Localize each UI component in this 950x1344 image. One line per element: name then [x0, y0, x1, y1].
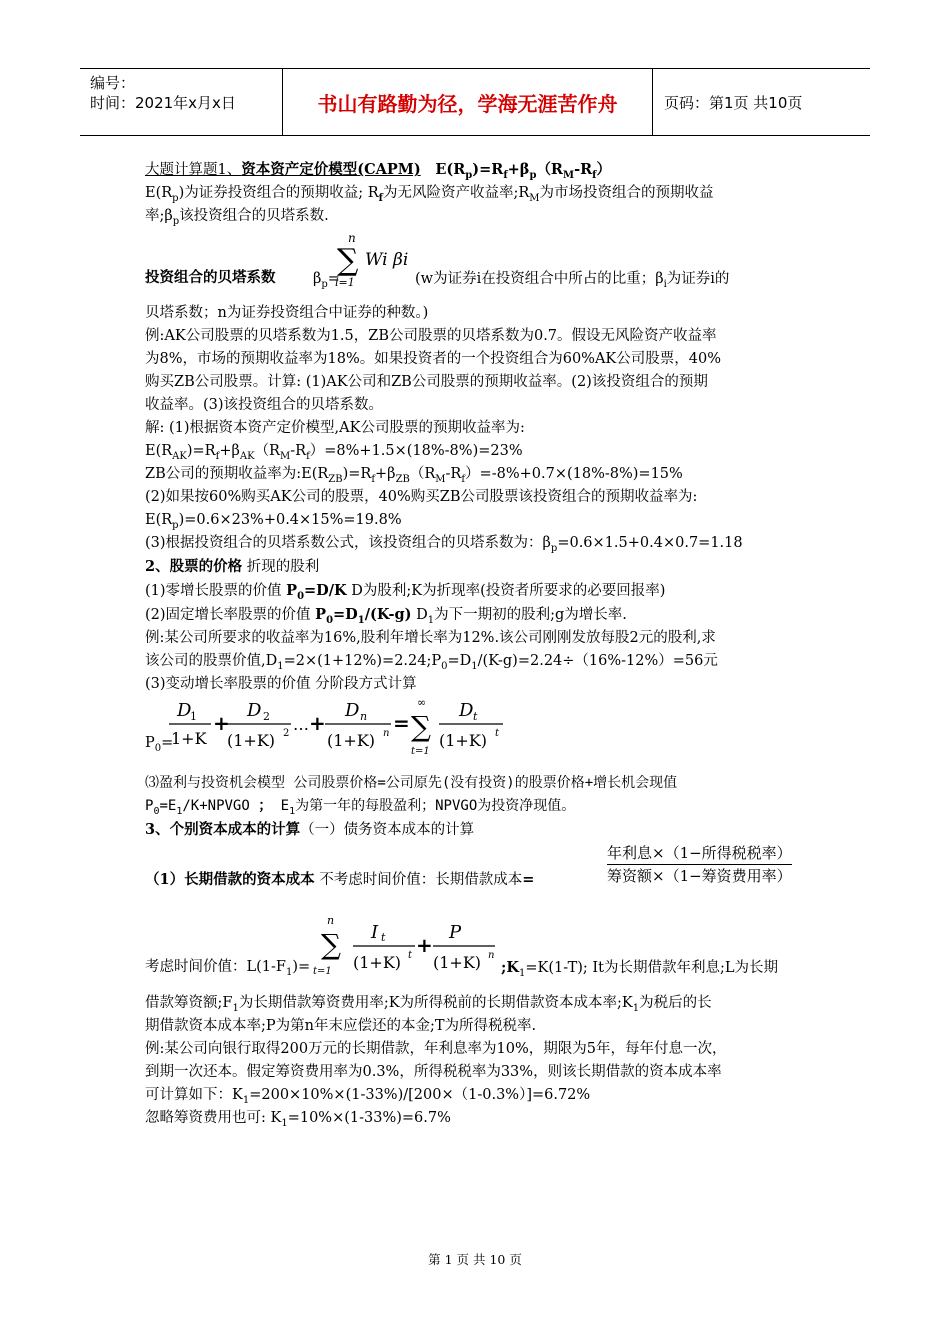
example-1-line: 例:AK公司股票的贝塔系数为1.5，ZB公司股票的贝塔系数为0.7。假设无风险资产收益率: [145, 328, 717, 344]
sum-upper: ∞: [417, 696, 427, 709]
fraction-denominator: 筹资额×（1−筹资费用率）: [607, 864, 792, 887]
term-d1: D: [177, 700, 192, 721]
sum-upper: n: [327, 914, 335, 927]
beta-sum-formula: [335, 228, 425, 290]
beta-symbol: $\beta_p=$: [313, 271, 340, 290]
sigma-symbol: ∑: [411, 710, 431, 743]
capm-definition-cont: 率$;\beta_p$该投资组合的贝塔系数.: [145, 208, 329, 227]
sum-body: Wi βi: [365, 250, 409, 270]
document-body: [145, 158, 807, 1130]
term-paren: (1+K): [353, 953, 402, 972]
loan-cost-text: （1）长期借款的资本成本 不考虑时间价值：长期借款成本=: [145, 871, 535, 888]
term-exp: n: [488, 950, 495, 961]
term-it: I: [371, 922, 379, 943]
capm-title: 大题计算题1、资本资产定价模型(CAPM) $E(R_p)=R_f+\beta_p(R_M-R_f)$: [145, 161, 611, 181]
sum-upper: n: [348, 231, 356, 245]
page-footer: 第 1 页 共 10 页: [428, 1252, 522, 1267]
sigma-symbol: ∑: [337, 243, 359, 278]
example-1-line: 为8%，市场的预期收益率为18%。如果投资者的一个投资组合为60%AK公司股票，40%: [145, 351, 721, 367]
zero-growth-line: (1)零增长股票的价值 $P_0=D/K$ D为股利;K为折现率(投资者所要求的必要回报率): [145, 582, 666, 602]
stock-price-title: 2、股票的价格 折现的股利: [145, 558, 320, 575]
loan-cost-fraction: [607, 842, 792, 887]
example-2-line: 例:某公司所要求的收益率为16%,股利年增长率为12%.该公司刚刚发放每股2元的股利,求: [145, 630, 716, 646]
term-1k: 1+K: [171, 729, 207, 748]
term-dn: D: [345, 700, 360, 721]
loan-sum-formula: [313, 914, 499, 980]
capm-formula: $E(R_p)=R_f+\beta_p(R_M-R_f)$: [435, 161, 611, 181]
page-header: [80, 68, 870, 136]
solution-line: (2)如果按60%购买AK公司的股票，40%购买ZB公司股票该投资组合的预期收益率为:: [145, 489, 698, 505]
term-paren: (1+K): [327, 731, 376, 750]
variable-growth-formula: [145, 696, 807, 760]
example-3-line: 到期一次还本。假定筹资费用率为0.3%，所得税税率为33%，则该长期借款的资本成本率: [145, 1064, 722, 1080]
loan-cost-row: [145, 842, 807, 894]
profit-model-formula: $P_0=E_1/K+NPVGO$ ； $E_1$为第一年的每股盈利；NPVGO为投资净现值。: [145, 798, 576, 817]
term-p: P: [449, 922, 462, 943]
example-2-line: 该公司的股票价值$,D_1=2\times(1+12\%)=2.24;P_0=D_1/(K-g)=2.24\div(16\%-12\%)=56$元: [145, 653, 718, 672]
solution-line: ZB公司的预期收益率为$:E(R_{ZB})=R_f+\beta_{ZB}(R_M-R_f)=-8\%+0.7\times(18\%-8\%)=15\%$: [145, 466, 683, 485]
term-exp: n: [383, 728, 390, 739]
solution-line: $E(R_p)=0.6\times 23\%+0.4\times 15\%=19.8\%$: [145, 512, 402, 531]
header-page-number: 页码：第1页 共10页: [664, 93, 803, 112]
dividend-sum-formula: [167, 696, 527, 760]
term-d2-sub: 2: [263, 710, 270, 723]
solution-line: $E(R_{AK})=R_f+\beta_{AK}(R_M-R_f)=8\%+1.5\times(18\%-8\%)=23\%$: [145, 443, 523, 462]
term-paren: (1+K): [433, 953, 482, 972]
solution-line: 解: (1)根据资本资产定价模型,AK公司股票的预期收益率为:: [145, 420, 525, 436]
example-1-line: 收益率。(3)该投资组合的贝塔系数。: [145, 397, 384, 413]
time-value-formula-row: [145, 914, 807, 980]
sigma-symbol: ∑: [321, 928, 341, 961]
loan-definition-line: 期借款资本成本率;P为第n年末应偿还的本金;T为所得税税率.: [145, 1018, 537, 1034]
profit-model-line: ⑶盈利与投资机会模型 公司股票价格=公司原先(没有投资)的股票价格+增长机会现值: [145, 775, 678, 791]
header-meta: [90, 73, 236, 113]
example-3-line: 忽略筹资费用也可: $K_1=10\%\times(1-33\%)=6.7\%$: [145, 1110, 451, 1129]
capital-cost-title: 3、个别资本成本的计算（一）债务资本成本的计算: [145, 821, 475, 838]
fraction-numerator: 年利息×（1−所得税税率）: [607, 844, 792, 862]
header-number: 编号：: [90, 74, 136, 92]
loan-definition-line: 借款筹资额$;F_1$为长期借款筹资费用率;K为所得税前的长期借款资本成本率$;K_1$为税后的长: [145, 995, 712, 1014]
example-3-line: 可计算如下：$K_1=200\times 10\%\times(1-33\%)/[200\times(1-0.3\%)]=6.72\%$: [145, 1087, 591, 1106]
term-paren: (1+K): [227, 731, 276, 750]
plus-sign: +: [309, 711, 326, 735]
header-divider: [652, 69, 653, 135]
term-it-sub: t: [381, 931, 386, 944]
header-motto: 书山有路勤为径，学海无涯苦作舟: [317, 91, 618, 116]
plus-sign: +: [213, 711, 230, 735]
solution-line: (3)根据投资组合的贝塔系数公式，该投资组合的贝塔系数为：$\beta_p=0.6\times 1.5+0.4\times 0.7=1.18$: [145, 535, 743, 554]
time-value-rhs: $;K_1=K(1-T)$; It为长期借款年利息;L为长期: [501, 959, 778, 979]
term-exp: t: [495, 728, 500, 739]
term-dn-sub: n: [360, 710, 368, 723]
sum-lower: t=1: [411, 746, 430, 757]
term-exp: 2: [283, 728, 290, 739]
variable-growth-line: (3)变动增长率股票的价值 分阶段方式计算: [145, 676, 417, 692]
term-dt: D: [459, 700, 474, 721]
p0-label: $P_0=$: [145, 735, 174, 754]
ellipsis: …: [293, 715, 309, 734]
sum-lower: t=1: [313, 966, 332, 977]
example-1-line: 购买ZB公司股票。计算: (1)AK公司和ZB公司股票的预期收益率。(2)该投资组合的预期: [145, 374, 708, 390]
term-paren: (1+K): [439, 731, 488, 750]
beta-formula-row: [145, 228, 807, 290]
constant-growth-line: (2)固定增长率股票的价值 $P_0=D_1/(K-g)$ $D_1$为下一期初的股利;g为增长率.: [145, 606, 627, 626]
header-time: 时间：2021年x月x日: [90, 94, 236, 112]
beta-label: 投资组合的贝塔系数: [145, 269, 276, 286]
capm-definition: $E(R_p)$为证券投资组合的预期收益; $R_f$为无风险资产收益率$;R_M$为市场投资组合的预期收益: [145, 185, 714, 204]
plus-sign: +: [416, 933, 433, 957]
beta-note: (w为证券i在投资组合中所占的比重；$\beta_i$为证券i的: [415, 271, 730, 290]
example-3-line: 例:某公司向银行取得200万元的长期借款，年利息率为10%，期限为5年，每年付息一次，: [145, 1041, 727, 1057]
term-d2: D: [247, 700, 262, 721]
equals-sign: =: [393, 711, 410, 735]
term-dt-sub: t: [473, 710, 478, 723]
time-value-lhs: 考虑时间价值：$L(1-F_1)=$: [145, 959, 311, 978]
sum-lower: i=1: [335, 276, 355, 289]
term-exp: t: [408, 950, 413, 961]
term-d1-sub: 1: [190, 710, 197, 723]
beta-note-cont: 贝塔系数；n为证券投资组合中证券的种数。): [145, 305, 429, 321]
